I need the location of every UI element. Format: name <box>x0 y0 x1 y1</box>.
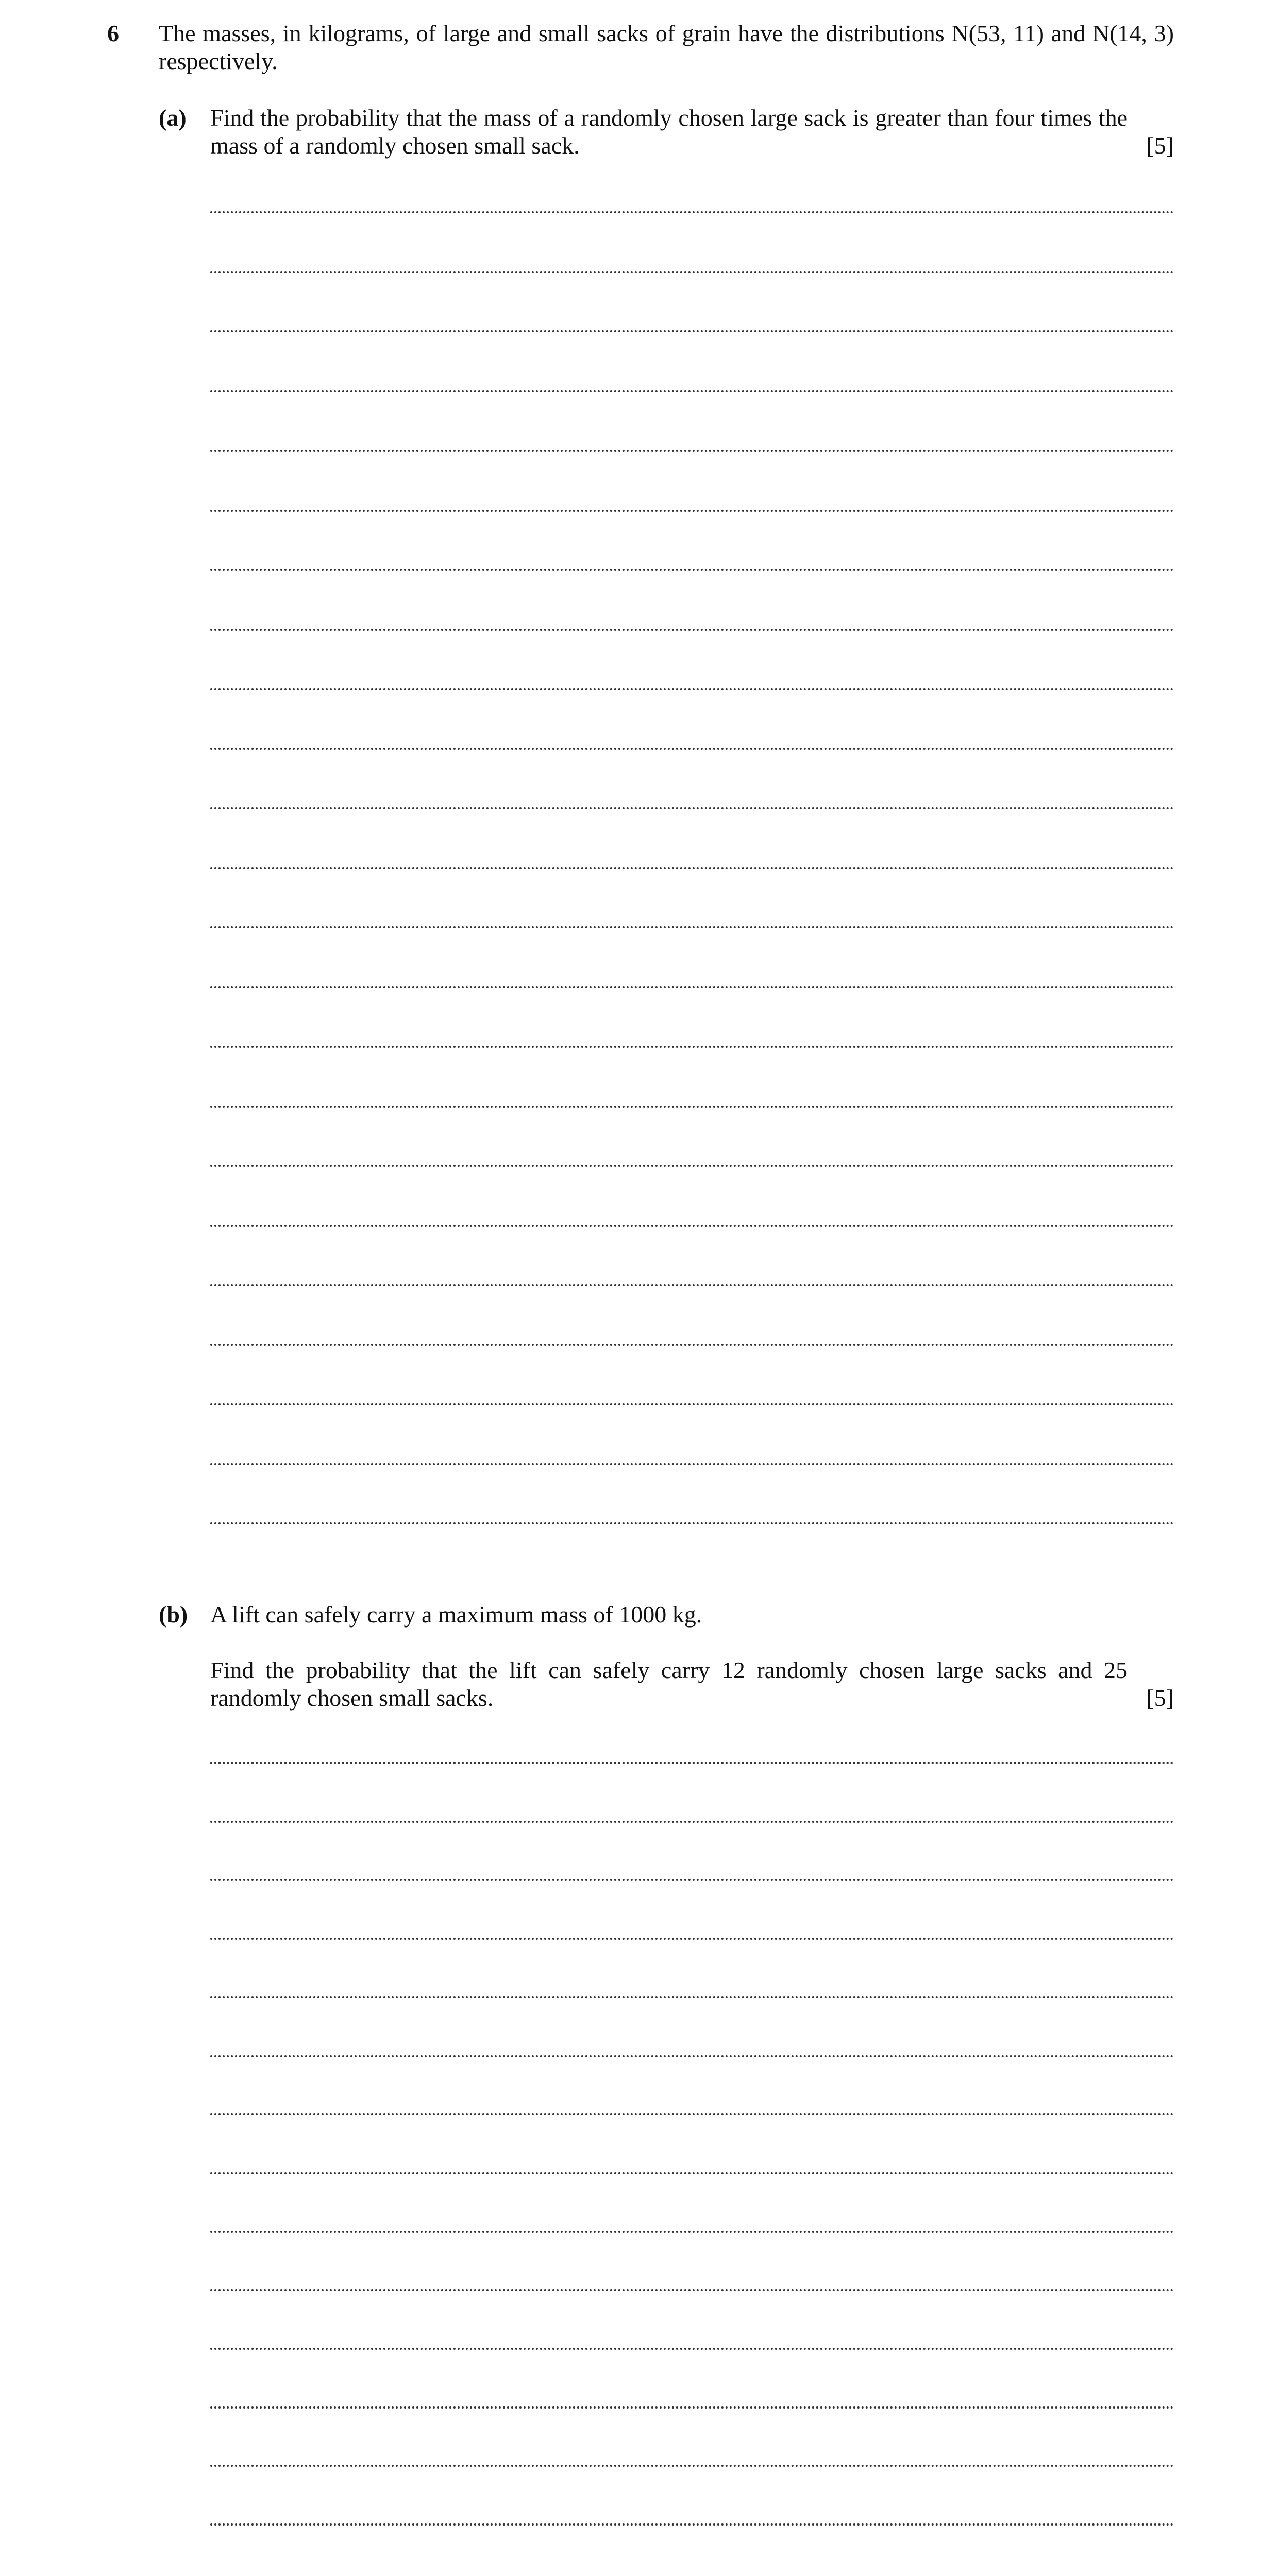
answer-line[interactable] <box>210 1284 1174 1286</box>
answer-line[interactable] <box>210 1165 1174 1167</box>
answer-line[interactable] <box>210 271 1174 273</box>
answer-line[interactable] <box>210 2055 1174 2057</box>
part-a-label: (a) <box>159 105 187 131</box>
answer-line[interactable] <box>210 1403 1174 1405</box>
part-a-question-text: Find the probability that the mass of a randomly chosen large sack is greater than four times the mass of a randomly chosen small sack. <box>210 105 1128 159</box>
part-b-question-text: Find the probability that the lift can safely carry 12 randomly chosen large sacks and 25 randomly chosen small sacks. <box>210 1657 1128 1711</box>
answer-line[interactable] <box>210 807 1174 809</box>
answer-line[interactable] <box>210 1879 1174 1881</box>
answer-line[interactable] <box>210 1762 1174 1764</box>
answer-line[interactable] <box>210 2172 1174 2174</box>
answer-line[interactable] <box>210 1344 1174 1346</box>
answer-line[interactable] <box>210 2523 1174 2526</box>
answer-line[interactable] <box>210 211 1174 213</box>
answer-line[interactable] <box>210 2231 1174 2233</box>
answer-line[interactable] <box>210 629 1174 631</box>
answer-line[interactable] <box>210 1938 1174 1940</box>
answer-line[interactable] <box>210 390 1174 392</box>
answer-line[interactable] <box>210 1046 1174 1048</box>
question-number: 6 <box>107 20 119 46</box>
part-b-marks: [5] <box>1146 1685 1174 1711</box>
answer-line[interactable] <box>210 1821 1174 1823</box>
answer-line[interactable] <box>210 2113 1174 2115</box>
answer-line[interactable] <box>210 1106 1174 1108</box>
answer-line[interactable] <box>210 688 1174 690</box>
part-a-marks: [5] <box>1146 132 1174 159</box>
answer-line[interactable] <box>210 748 1174 750</box>
answer-line[interactable] <box>210 867 1174 869</box>
answer-line[interactable] <box>210 1996 1174 1998</box>
answer-line[interactable] <box>210 2406 1174 2409</box>
answer-line[interactable] <box>210 1225 1174 1227</box>
answer-line[interactable] <box>210 450 1174 452</box>
question-stem: The masses, in kilograms, of large and small sacks of grain have the distributions N(53, 11) and N(14, 3) respectively. <box>159 20 1174 74</box>
answer-line[interactable] <box>210 1463 1174 1465</box>
answer-line[interactable] <box>210 510 1174 512</box>
answer-line[interactable] <box>210 330 1174 332</box>
answer-line[interactable] <box>210 2465 1174 2467</box>
answer-line[interactable] <box>210 926 1174 928</box>
answer-line[interactable] <box>210 986 1174 988</box>
answer-line[interactable] <box>210 1522 1174 1524</box>
answer-line[interactable] <box>210 569 1174 571</box>
part-b-intro-text: A lift can safely carry a maximum mass of 1000 kg. <box>210 1601 702 1628</box>
part-b-label: (b) <box>159 1601 188 1628</box>
answer-line[interactable] <box>210 2289 1174 2291</box>
answer-line[interactable] <box>210 2348 1174 2350</box>
